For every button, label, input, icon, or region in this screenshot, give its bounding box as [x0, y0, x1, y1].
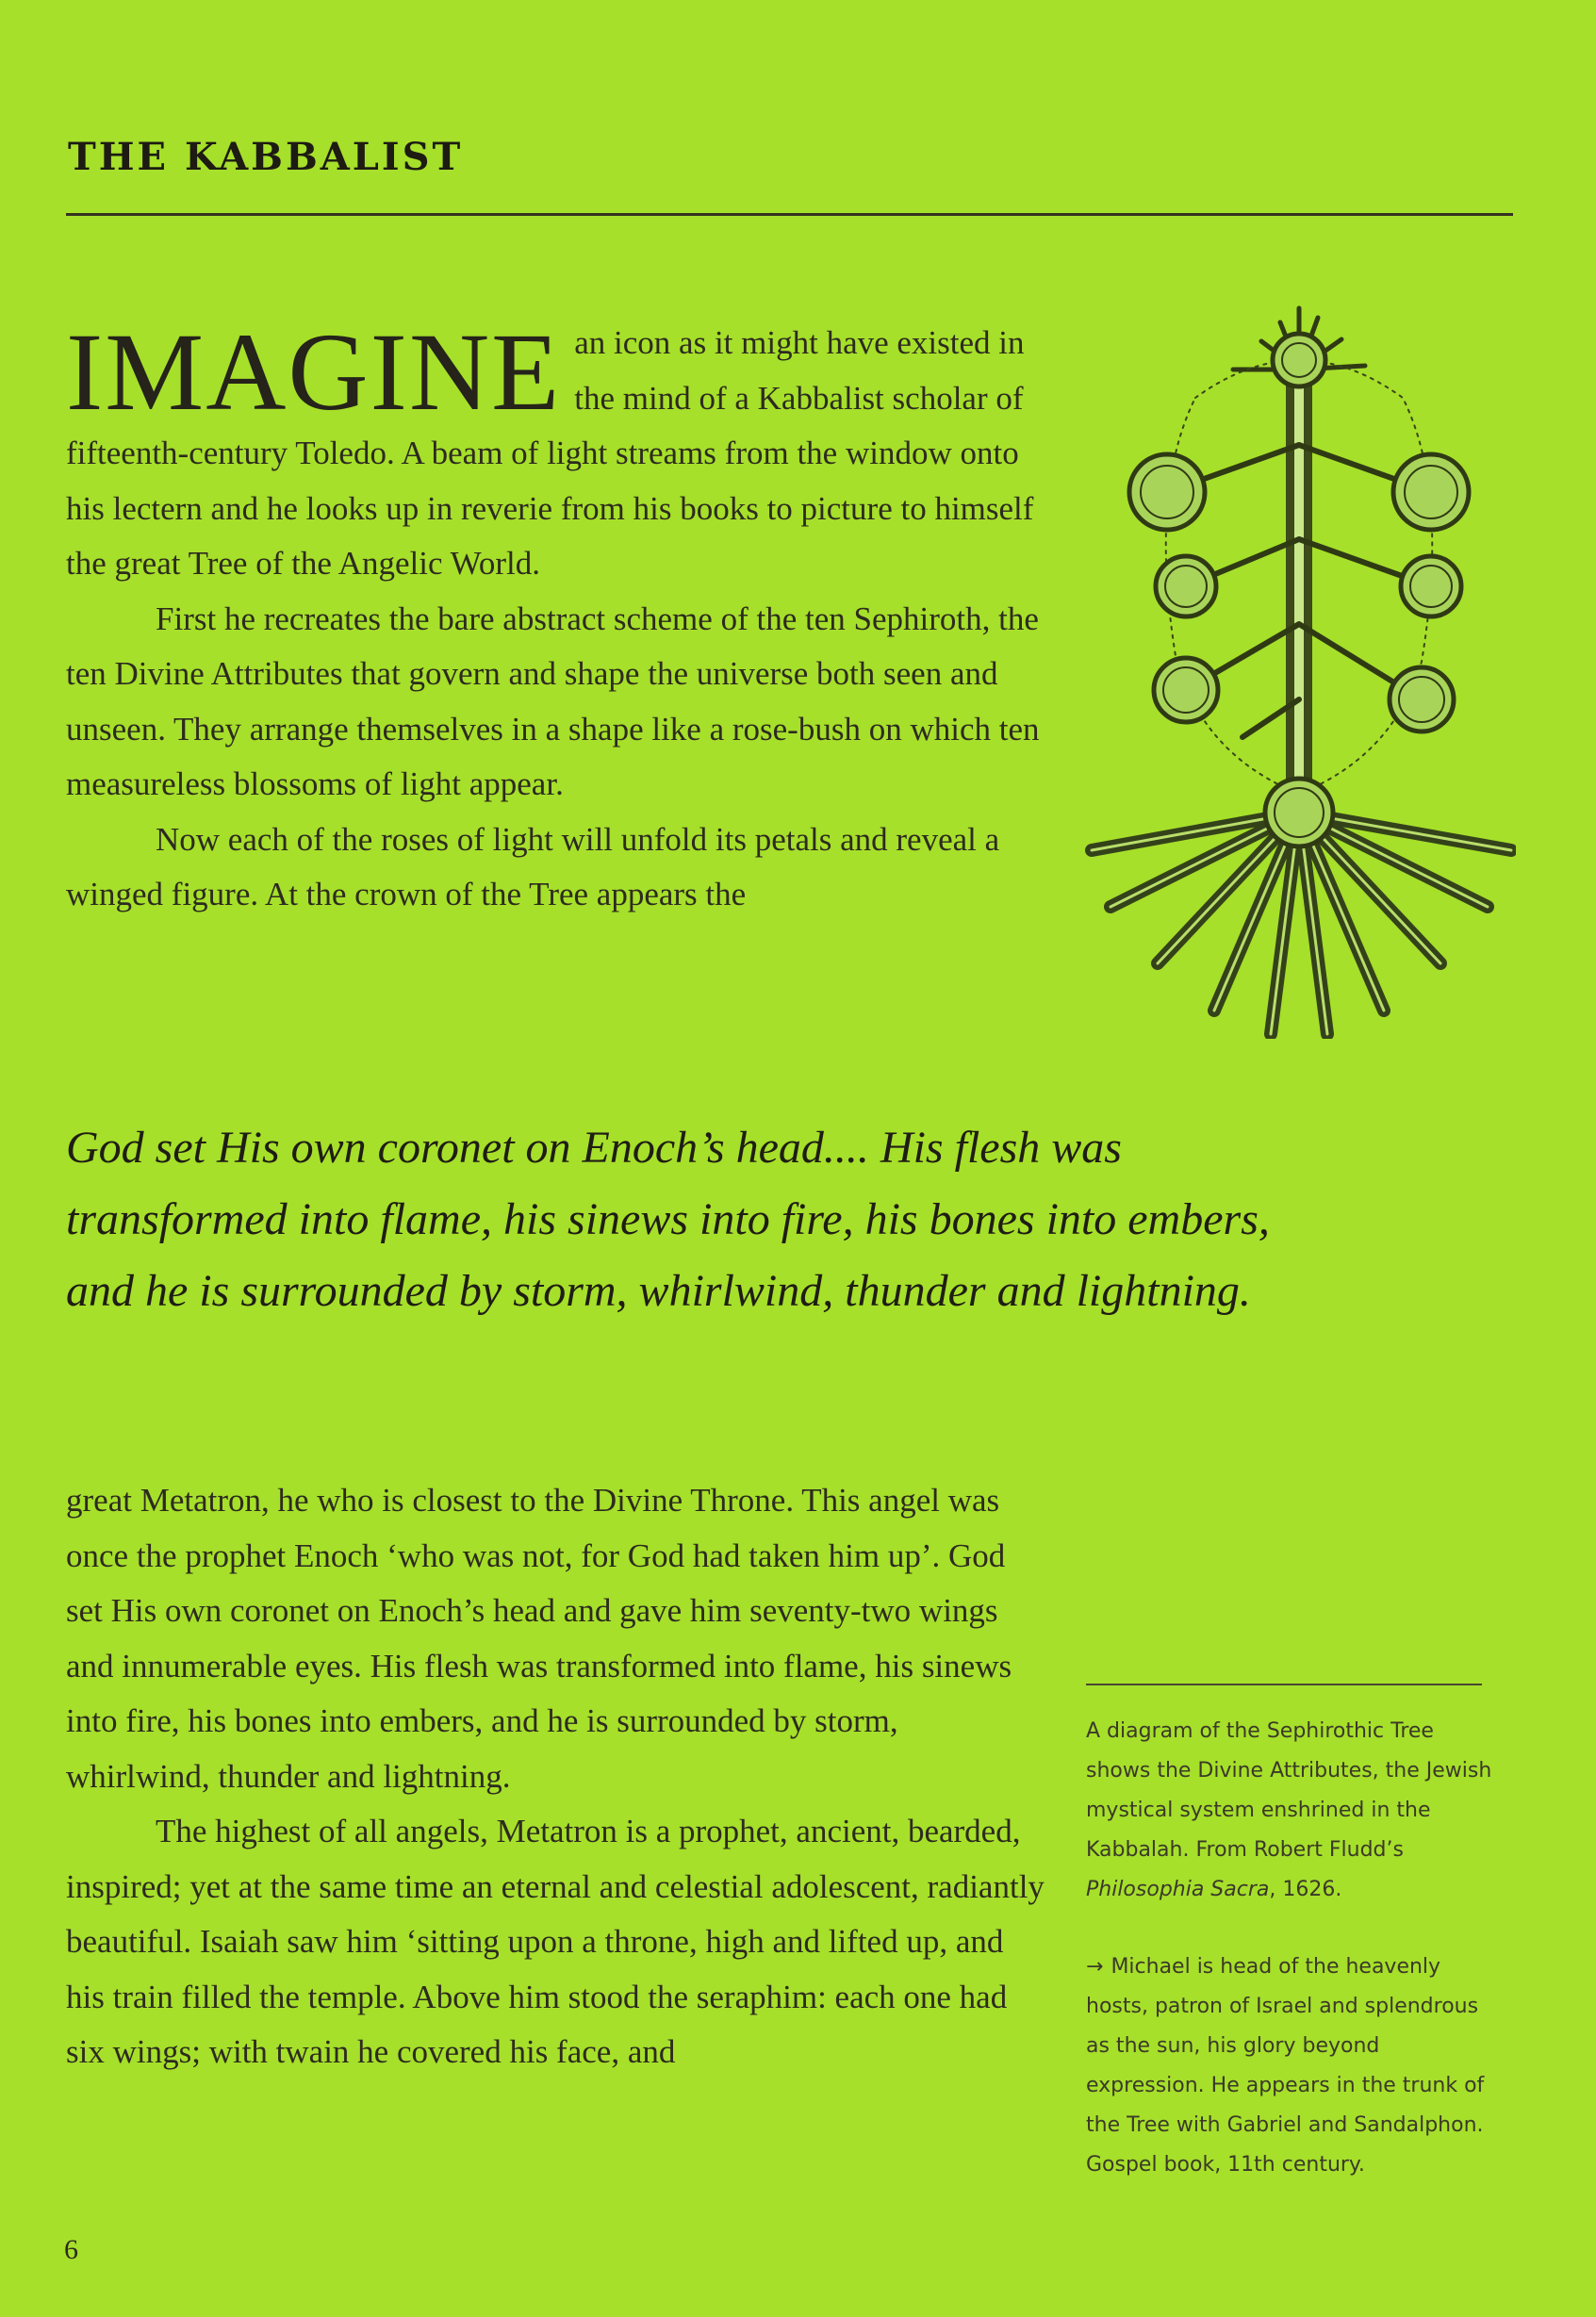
pull-quote: God set His own coronet on Enoch’s head.... His flesh was transformed into flame, his sinews into fire, his bones into embers, and he is surrounded by storm, whirlwind, thunder and lightning.	[66, 1123, 1270, 1316]
michael-caption-text: Michael is head of the heavenly hosts, patron of Israel and splendrous as the sun, his glory beyond expression. He appears in the trunk of the Tree with Gabriel and Sandalphon. Gospel book, 11th century.	[1086, 1955, 1485, 2177]
lead-paragraph	[66, 310, 1046, 592]
paragraph-metatron: great Metatron, he who is closest to the Divine Throne. This angel was once the prophet Enoch ‘who was not, for God had taken him up’. God set His own coronet on Enoch’s head and gave him seventy-two wings and innumerable eyes. His flesh was transformed into flame, his sinews into fire, his bones into embers, and he is surrounded by storm, whirlwind, thunder and lightning.	[66, 1482, 1012, 1795]
caption-rule	[1086, 1684, 1482, 1685]
body-column-top	[66, 310, 1046, 923]
body-column-bottom	[66, 1473, 1046, 2080]
paragraph-roses: Now each of the roses of light will unfold its petals and reveal a winged figure. At the crown of the Tree appears the	[66, 820, 1000, 912]
paragraph-sephiroth: First he recreates the bare abstract scheme of the ten Sephiroth, the ten Divine Attributes that govern and shape the universe both seen and unseen. They arrange themselves in a shape like a rose-bush on which ten measureless blossoms of light appear.	[66, 600, 1040, 802]
drop-word: IMAGINE	[66, 310, 562, 434]
sephirothic-tree-illustration	[1082, 304, 1516, 1039]
running-head: THE KABBALIST	[68, 135, 464, 179]
tree-caption-year: , 1626.	[1269, 1878, 1342, 1901]
tree-caption-text: A diagram of the Sephirothic Tree shows the Divine Attributes, the Jewish mystical system enshrined in the Kabbalah. From Robert Fludd’s	[1086, 1719, 1492, 1862]
page-number: 6	[64, 2234, 78, 2265]
paragraph-highest-angel: The highest of all angels, Metatron is a prophet, ancient, bearded, inspired; yet at the same time an eternal and celestial adolescent, radiantly beautiful. Isaiah saw him ‘sitting upon a throne, high and lifted up, and his train filled the temple. Above him stood the seraphim: each one had six wings; with twain he covered his face, and	[66, 1813, 1045, 2070]
tree-caption	[1086, 1712, 1501, 1910]
arrow-right-icon: →	[1086, 1955, 1104, 1979]
lead-paragraph-text: an icon as it might have existed in the mind of a Kabbalist scholar of fifteenth-century Toledo. A beam of light streams from the window onto his lectern and he looks up in reverie from his books to picture to himself the great Tree of the Angelic World.	[66, 324, 1034, 582]
tree-caption-book-title: Philosophia Sacra	[1086, 1878, 1270, 1901]
michael-caption	[1086, 1947, 1501, 2185]
header-rule	[66, 213, 1513, 216]
